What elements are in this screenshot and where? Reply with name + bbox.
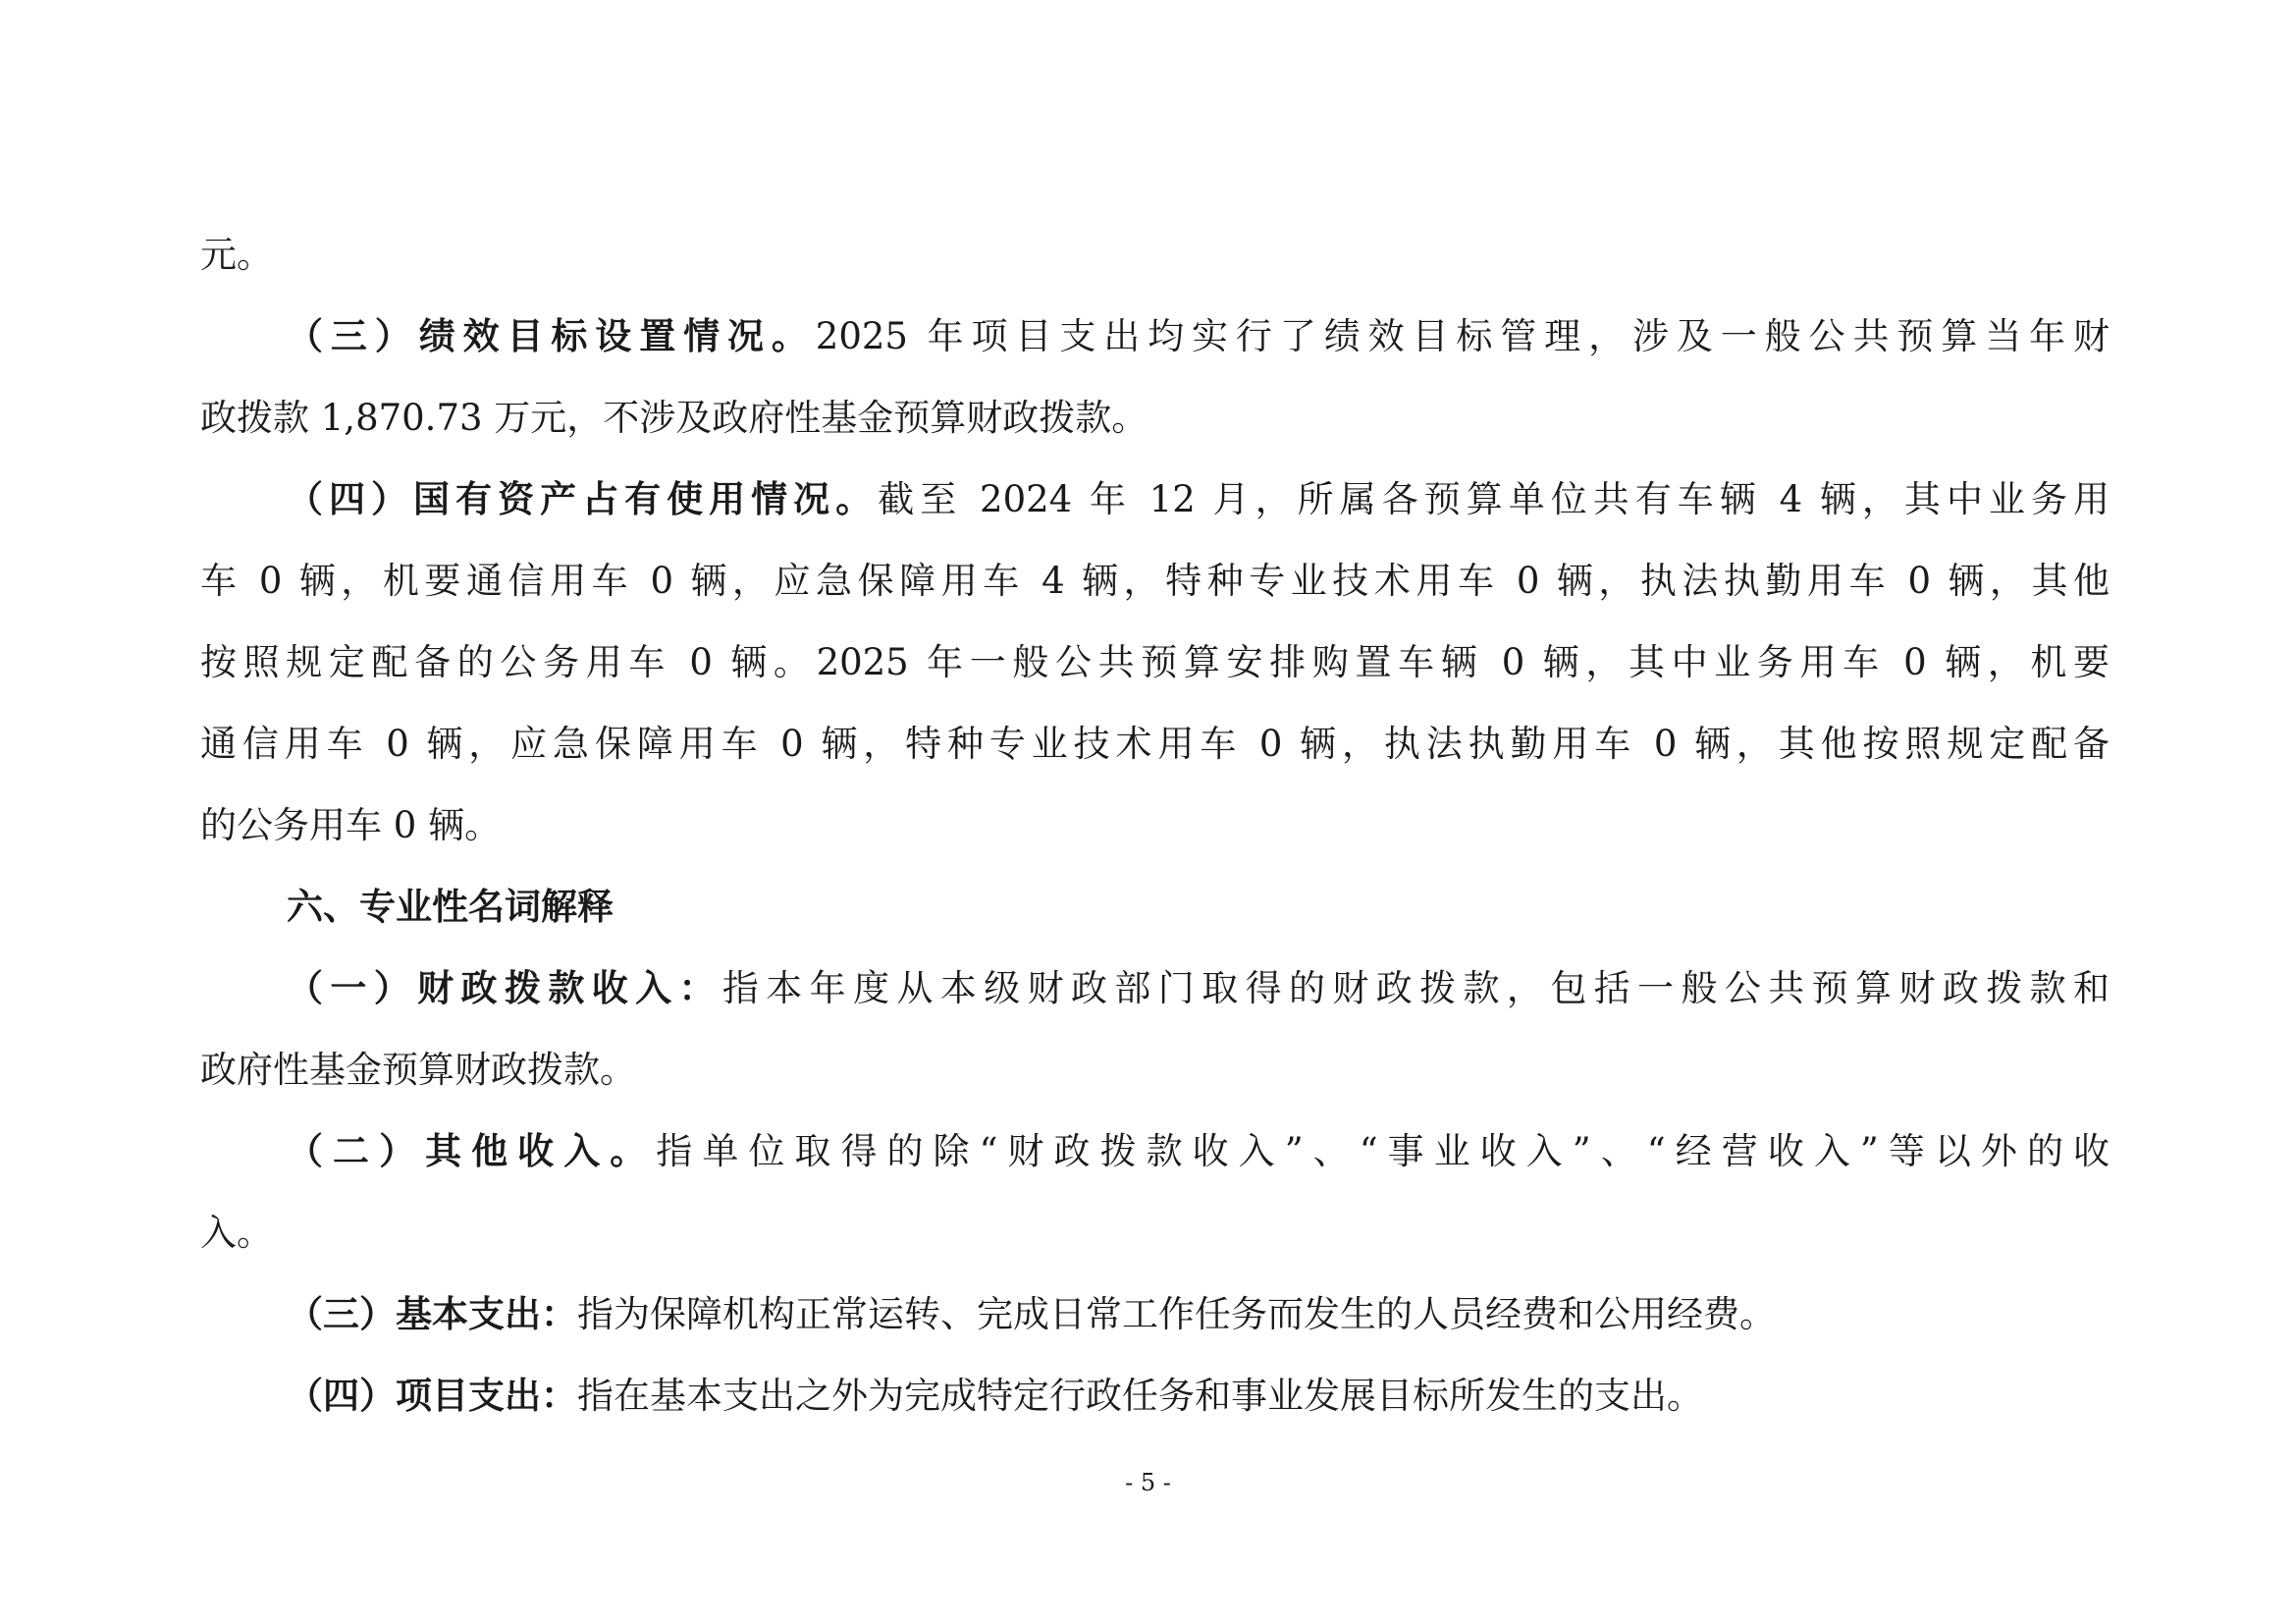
paragraph-line: [200, 703, 2109, 785]
line-text: 指在基本支出之外为完成特定行政任务和事业发展目标所发生的支出。: [577, 1375, 1703, 1417]
section-lead: （四）国有资产占有使用情况。: [287, 477, 879, 520]
section-heading: [200, 866, 2109, 947]
paragraph-line: [200, 1273, 2109, 1355]
line-text: 政府性基金预算财政拨款。: [200, 1049, 636, 1091]
paragraph-line: [200, 1110, 2109, 1192]
paragraph-line: [200, 622, 2109, 703]
paragraph-line: [200, 1192, 2109, 1273]
line-text: 2025 年项目支出均实行了绩效目标管理，涉及一般公共预算当年财: [815, 315, 2110, 357]
paragraph-line: [200, 459, 2109, 540]
line-text: 的公务用车 0 辆。: [200, 804, 502, 846]
paragraph-line: [200, 377, 2109, 459]
line-text: 截至 2024 年 12 月，所属各预算单位共有车辆 4 辆，其中业务用: [878, 478, 2109, 520]
term-lead: （三）基本支出：: [287, 1292, 577, 1335]
line-text: 指为保障机构正常运转、完成日常工作任务而发生的人员经费和公用经费。: [577, 1293, 1776, 1335]
paragraph-line: [200, 214, 2109, 296]
line-text: 车 0 辆，机要通信用车 0 辆，应急保障用车 4 辆，特种专业技术用车 0 辆，执法执勤用车 0 辆，其他: [200, 560, 2109, 602]
page-number: - 5 -: [1125, 1469, 1171, 1496]
term-lead: （一）财政拨款收入：: [287, 966, 722, 1009]
term-lead: （二）其他收入。: [287, 1129, 657, 1172]
line-text: 元。: [200, 234, 273, 276]
line-text: 指单位取得的除“财政拨款收入”、“事业收入”、“经营收入”等以外的收: [656, 1130, 2109, 1172]
section-lead: （三）绩效目标设置情况。: [287, 314, 816, 357]
section-heading-text: 六、专业性名词解释: [287, 886, 614, 928]
term-lead: （四）项目支出：: [287, 1374, 577, 1417]
line-text: 政拨款 1,870.73 万元，不涉及政府性基金预算财政拨款。: [200, 397, 1148, 439]
paragraph-line: [200, 785, 2109, 866]
line-text: 指本年度从本级财政部门取得的财政拨款，包括一般公共预算财政拨款和: [721, 967, 2110, 1009]
line-text: 按照规定配备的公务用车 0 辆。2025 年一般公共预算安排购置车辆 0 辆，其中业务用车 0 辆，机要: [200, 641, 2109, 683]
line-text: 入。: [200, 1212, 273, 1254]
paragraph-line: [200, 1355, 2109, 1436]
document-body: [200, 214, 2109, 1436]
line-text: 通信用车 0 辆，应急保障用车 0 辆，特种专业技术用车 0 辆，执法执勤用车 0 辆，其他按照规定配备: [200, 723, 2109, 765]
paragraph-line: [200, 947, 2109, 1029]
paragraph-line: [200, 1029, 2109, 1110]
paragraph-line: [200, 296, 2109, 377]
paragraph-line: [200, 540, 2109, 622]
